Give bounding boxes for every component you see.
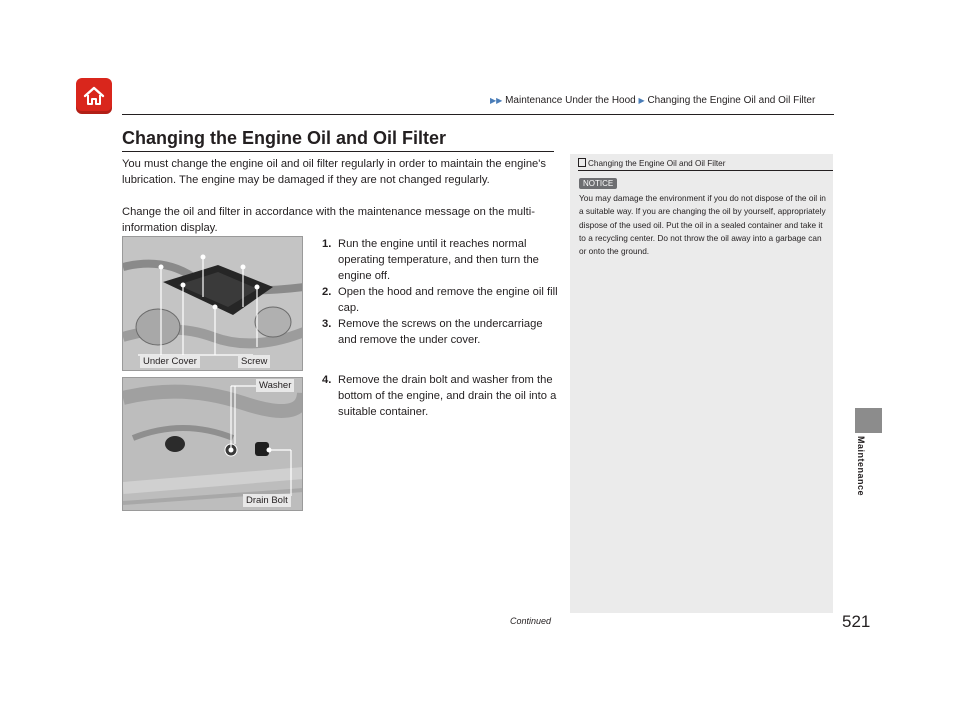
steps-group-1 xyxy=(322,236,558,348)
triangle-right-icon: ▶▶ xyxy=(490,96,503,105)
breadcrumb-link-maintenance-under-hood[interactable]: Maintenance Under the Hood xyxy=(505,95,636,106)
home-button[interactable] xyxy=(76,78,112,114)
drain-bolt-illustration xyxy=(122,377,303,511)
drain-bolt-drawing xyxy=(123,378,303,511)
screw-label: Screw xyxy=(238,355,270,368)
book-icon xyxy=(578,158,586,167)
intro-paragraph: You must change the engine oil and oil filter regularly in order to maintain the engine's lubrication. The engine may be damaged if they are not changed regularly. xyxy=(122,158,547,186)
notice-text: You may damage the environment if you do not dispose of the oil in a suitable way. If you are changing the oil by yourself, appropriately dispose of the used oil. Put the oil in a sealed container and take it to a recycling center. Do not throw the oil away into a garbage can or onto the ground. xyxy=(579,193,826,257)
step-item: 4. Remove the drain bolt and washer from the bottom of the engine, and drain the oil into a suitable container. xyxy=(322,374,557,418)
steps-group-2 xyxy=(322,372,558,420)
step-item: 1. Run the engine until it reaches normal operating temperature, and then turn the engine off. xyxy=(322,238,539,282)
breadcrumb-current: Changing the Engine Oil and Oil Filter xyxy=(647,95,816,106)
section-tab-marker xyxy=(855,408,882,433)
page-title: Changing the Engine Oil and Oil Filter xyxy=(122,128,447,148)
step-item: 3. Remove the screws on the undercarriage and remove the under cover. xyxy=(322,318,543,346)
under-cover-label: Under Cover xyxy=(140,355,200,368)
side-note-heading: Changing the Engine Oil and Oil Filter xyxy=(578,158,833,171)
side-note-panel xyxy=(570,154,833,613)
instruction-paragraph: Change the oil and filter in accordance with the maintenance message on the multi-information display. xyxy=(122,206,535,234)
triangle-right-icon: ▶ xyxy=(638,96,645,105)
home-icon xyxy=(82,84,106,108)
notice-badge: NOTICE xyxy=(579,178,617,189)
continued-label: Continued xyxy=(510,616,552,626)
breadcrumb xyxy=(490,95,815,106)
drain-bolt-label: Drain Bolt xyxy=(243,494,291,507)
under-cover-illustration xyxy=(122,236,303,371)
section-tab-label: Maintenance xyxy=(856,436,866,497)
under-cover-drawing xyxy=(123,237,303,371)
page-number: 521 xyxy=(842,612,871,631)
step-item: 2. Open the hood and remove the engine oil fill cap. xyxy=(322,286,558,314)
header-rule xyxy=(122,114,834,115)
washer-label: Washer xyxy=(256,379,294,392)
title-rule xyxy=(122,151,554,152)
